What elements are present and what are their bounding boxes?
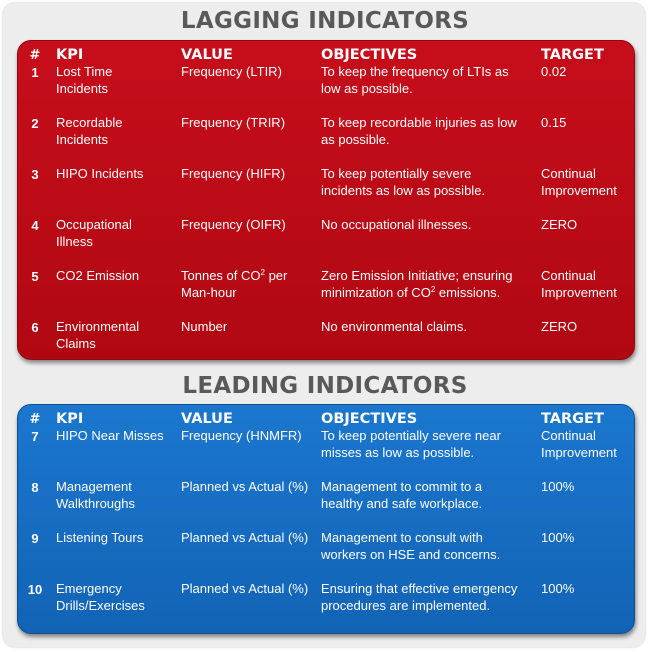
target-line-1: ZERO (541, 319, 578, 334)
target-line-1: 100% (541, 479, 575, 494)
target-line-2: Improvement (541, 183, 617, 198)
kpi-target (541, 318, 577, 335)
target-line-1: 0.15 (541, 115, 567, 130)
kpi-value (181, 529, 308, 546)
kpi-objective (321, 478, 482, 512)
objective-line-1: No environmental claims. (321, 319, 467, 334)
lagging-header-target: TARGET (541, 47, 604, 63)
kpi-target (541, 427, 617, 461)
kpi-value (181, 216, 286, 233)
value-line-1: Frequency (TRIR) (181, 115, 286, 130)
objective-line-1: No occupational illnesses. (321, 217, 472, 232)
objective-line-1: To keep the frequency of LTIs as (321, 64, 509, 79)
kpi-line-1: CO2 Emission (56, 268, 140, 283)
kpi-value (181, 165, 285, 182)
kpi-target (541, 114, 566, 131)
kpi-value (181, 267, 287, 301)
objective-line-2: procedures are implemented. (321, 598, 491, 613)
row-number: 2 (31, 116, 39, 131)
row-number: 7 (31, 429, 39, 444)
leading-header-value: VALUE (181, 411, 233, 427)
objective-line-2: misses as low as possible. (321, 445, 475, 460)
kpi-target (541, 580, 574, 597)
row-number: 1 (31, 65, 39, 80)
kpi-objective (321, 529, 500, 563)
row-number: 9 (31, 531, 39, 546)
lagging-header-objectives: OBJECTIVES (321, 47, 418, 63)
objective-line-2-superscript: 2 (430, 285, 436, 294)
objective-line-2 (321, 284, 512, 301)
target-line-1: 100% (541, 581, 575, 596)
value-line-1-text: Tonnes of CO (181, 268, 261, 283)
objective-line-2: workers on HSE and concerns. (321, 547, 501, 562)
objective-line-2-text: minimization of CO (321, 285, 431, 300)
row-number: 5 (31, 269, 39, 284)
kpi-line-1: Occupational (56, 217, 132, 232)
kpi-value (181, 114, 285, 131)
objective-line-1: To keep potentially severe (321, 166, 472, 181)
lagging-header-kpi: KPI (56, 47, 84, 63)
objective-line-2: incidents as low as possible. (321, 183, 486, 198)
leading-title: LEADING INDICATORS (182, 373, 468, 399)
value-line-1: Frequency (HNMFR) (181, 428, 302, 443)
kpi-objective (321, 318, 467, 335)
kpi-objective (321, 114, 517, 148)
lagging-header-value: VALUE (181, 47, 233, 63)
kpi-objective (321, 580, 517, 614)
kpi-line-2: Drills/Exercises (56, 598, 145, 613)
value-line-1: Frequency (OIFR) (181, 217, 286, 232)
kpi-name (56, 63, 112, 97)
value-line-1: Planned vs Actual (%) (181, 581, 309, 596)
kpi-name (56, 318, 139, 352)
kpi-target (541, 63, 566, 80)
kpi-name (56, 267, 139, 284)
objective-line-2: as possible. (321, 132, 390, 147)
lagging-title: LAGGING INDICATORS (180, 8, 470, 34)
value-line-1-text-after: per (264, 268, 288, 283)
objective-line-1: Zero Emission Initiative; ensuring (321, 268, 513, 283)
target-line-1: Continual (541, 428, 596, 443)
kpi-name (56, 478, 135, 512)
kpi-objective (321, 165, 485, 199)
row-number: 3 (31, 167, 39, 182)
kpi-name (56, 529, 143, 546)
value-line-1: Frequency (LTIR) (181, 64, 282, 79)
kpi-name (56, 216, 132, 250)
value-line-1: Planned vs Actual (%) (181, 479, 309, 494)
value-line-1 (181, 267, 287, 284)
objective-line-1: Management to consult with (321, 530, 483, 545)
row-number: 8 (31, 480, 39, 495)
kpi-target (541, 216, 577, 233)
value-line-1: Number (181, 319, 228, 334)
value-line-1: Planned vs Actual (%) (181, 530, 309, 545)
leading-header-num: # (29, 412, 41, 427)
target-line-1: 100% (541, 530, 575, 545)
value-line-1-superscript: 2 (260, 268, 265, 277)
objective-line-2: low as possible. (321, 81, 413, 96)
target-line-1: ZERO (541, 217, 578, 232)
value-line-1: Frequency (HIFR) (181, 166, 286, 181)
kpi-name (56, 114, 123, 148)
kpi-line-1: HIPO Incidents (56, 166, 144, 181)
objective-line-2: healthy and safe workplace. (321, 496, 483, 511)
kpi-name (56, 165, 143, 182)
kpi-name (56, 580, 145, 614)
target-line-2: Improvement (541, 445, 617, 460)
leading-header-objectives: OBJECTIVES (321, 411, 418, 427)
objective-line-1: To keep recordable injuries as low (321, 115, 517, 130)
kpi-target (541, 529, 574, 546)
kpi-line-1: Management (56, 479, 132, 494)
target-line-1: Continual (541, 268, 596, 283)
kpi-objective (321, 427, 501, 461)
lagging-header-num: # (29, 48, 41, 63)
kpi-objective (321, 63, 509, 97)
kpi-objective (321, 216, 471, 233)
objective-line-2-text-after: emissions. (435, 285, 501, 300)
target-line-1: 0.02 (541, 64, 567, 79)
row-number: 6 (31, 320, 39, 335)
kpi-line-1: Recordable (56, 115, 123, 130)
kpi-name (56, 427, 164, 444)
row-number: 4 (31, 218, 39, 233)
kpi-line-1: Lost Time (56, 64, 113, 79)
kpi-line-2: Incidents (56, 81, 109, 96)
leading-header-kpi: KPI (56, 411, 84, 427)
kpi-line-2: Illness (56, 234, 93, 249)
kpi-line-1: HIPO Near Misses (56, 428, 164, 443)
kpi-line-2: Walkthroughs (56, 496, 135, 511)
objective-line-1: Management to commit to a (321, 479, 483, 494)
kpi-objective (321, 267, 512, 301)
objective-line-1: To keep potentially severe near (321, 428, 501, 443)
kpi-value (181, 580, 308, 597)
kpi-value (181, 427, 302, 444)
kpi-line-1: Emergency (56, 581, 122, 596)
target-line-1: Continual (541, 166, 596, 181)
kpi-line-1: Environmental (56, 319, 140, 334)
row-number: 10 (27, 582, 43, 597)
kpi-line-2: Incidents (56, 132, 109, 147)
kpi-target (541, 267, 617, 301)
kpi-target (541, 478, 574, 495)
target-line-2: Improvement (541, 285, 617, 300)
kpi-line-1: Listening Tours (56, 530, 144, 545)
kpi-line-2: Claims (56, 336, 96, 351)
value-line-2: Man-hour (181, 285, 237, 300)
kpi-value (181, 63, 282, 80)
objective-line-1: Ensuring that effective emergency (321, 581, 518, 596)
kpi-target (541, 165, 617, 199)
kpi-value (181, 318, 227, 335)
leading-header-target: TARGET (541, 411, 604, 427)
kpi-value (181, 478, 308, 495)
